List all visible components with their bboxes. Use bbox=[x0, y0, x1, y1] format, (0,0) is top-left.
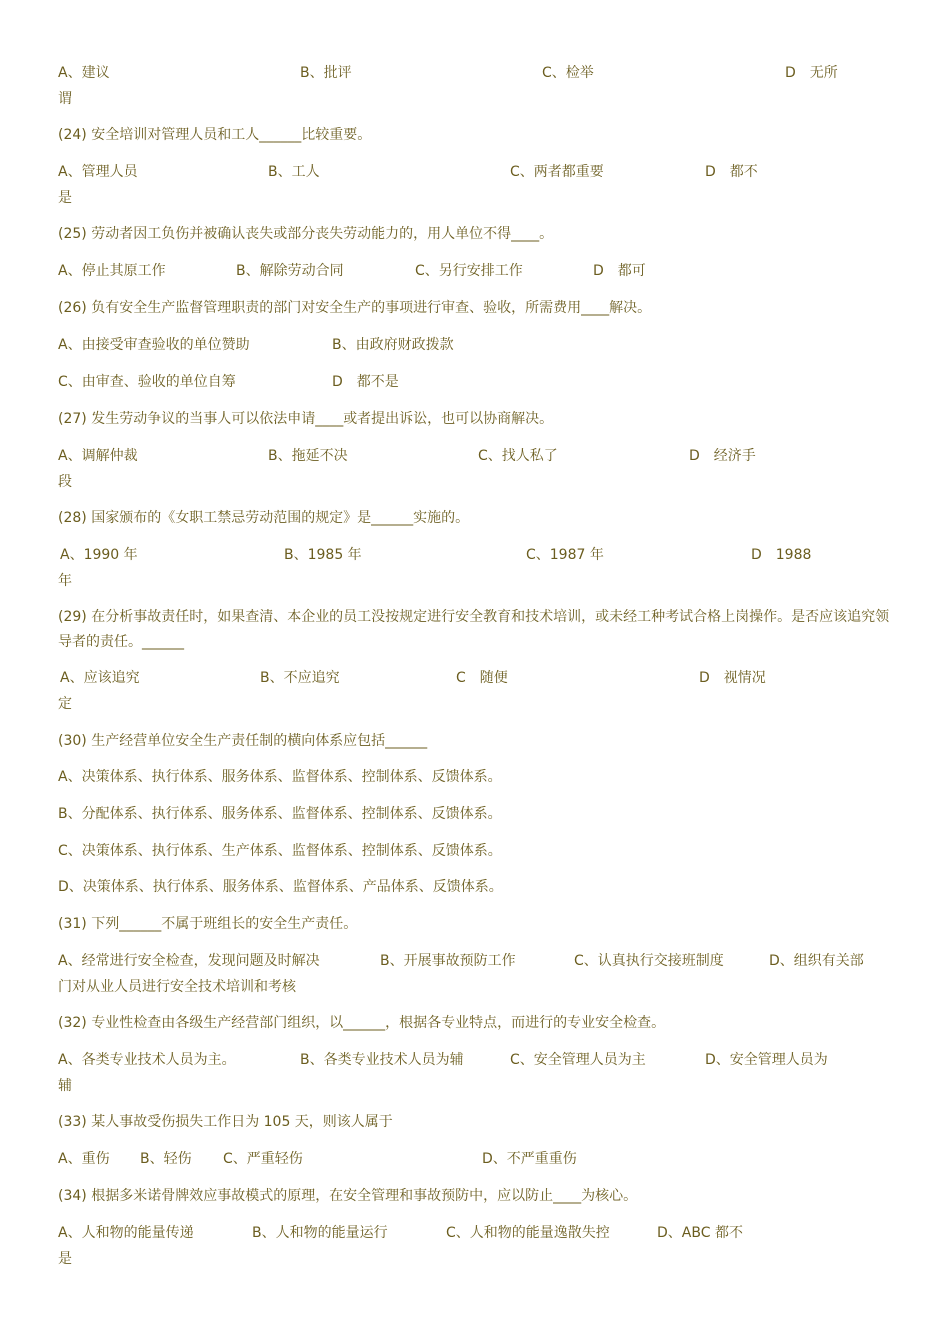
q28-option-c: C、1987 年 bbox=[526, 547, 604, 563]
q31-option-b: B、开展事故预防工作 bbox=[380, 953, 516, 969]
q34-option-b: B、人和物的能量运行 bbox=[252, 1225, 388, 1241]
q28-option-a: A、1990 年 bbox=[60, 547, 138, 563]
q24-stem: (24) 安全培训对管理人员和工人______比较重要。 bbox=[58, 127, 372, 143]
q34-stem: (34) 根据多米诺骨牌效应事故模式的原理，在安全管理和事故预防中，应以防止____为核心。 bbox=[58, 1188, 638, 1204]
q32-option-d: D、安全管理人员为 bbox=[705, 1052, 828, 1068]
q33-option-d: D、不严重重伤 bbox=[482, 1151, 577, 1167]
q27-option-c: C、找人私了 bbox=[478, 448, 558, 464]
q24-option-d-continued: 是 bbox=[58, 190, 72, 206]
q32-option-d-continued: 辅 bbox=[58, 1078, 72, 1094]
q29-stem: (29) 在分析事故责任时，如果查清、本企业的员工没按规定进行安全教育和技术培训，或未经工种考试合格上岗操作。是否应该追究领导者的责任。______ bbox=[58, 609, 890, 650]
q24-option-a: A、管理人员 bbox=[58, 164, 138, 180]
q24-option-b: B、工人 bbox=[268, 164, 320, 180]
q27-stem: (27) 发生劳动争议的当事人可以依法申请____或者提出诉讼，也可以协商解决。 bbox=[58, 411, 554, 427]
q31-option-a: A、经常进行安全检查，发现问题及时解决 bbox=[58, 953, 320, 969]
q32-option-a: A、各类专业技术人员为主。 bbox=[58, 1052, 236, 1068]
q25-option-c: C、另行安排工作 bbox=[415, 263, 523, 279]
q27-option-d: D 经济手 bbox=[689, 448, 756, 464]
q25-option-b: B、解除劳动合同 bbox=[236, 263, 344, 279]
q33-option-c: C、严重轻伤 bbox=[223, 1151, 303, 1167]
q32-option-b: B、各类专业技术人员为辅 bbox=[300, 1052, 464, 1068]
q31-option-d: D、组织有关部 bbox=[769, 953, 864, 969]
q25-option-a: A、停止其原工作 bbox=[58, 263, 166, 279]
q30-stem: (30) 生产经营单位安全生产责任制的横向体系应包括______ bbox=[58, 733, 428, 749]
q34-option-d-continued: 是 bbox=[58, 1251, 72, 1267]
q26-option-b: B、由政府财政拨款 bbox=[332, 337, 454, 353]
q31-option-d-continued: 门对从业人员进行安全技术培训和考核 bbox=[58, 979, 296, 995]
q34-option-d: D、ABC 都不 bbox=[657, 1225, 743, 1241]
q28-option-b: B、1985 年 bbox=[284, 547, 362, 563]
q31-stem: (31) 下列______不属于班组长的安全生产责任。 bbox=[58, 916, 358, 932]
q30-option-d: D、决策体系、执行体系、服务体系、监督体系、产品体系、反馈体系。 bbox=[58, 879, 503, 895]
q32-stem: (32) 专业性检查由各级生产经营部门组织，以______，根据各专业特点，而进行的专业安全检查。 bbox=[58, 1015, 666, 1031]
q23-option-c: C、检举 bbox=[542, 65, 594, 81]
q27-option-b: B、拖延不决 bbox=[268, 448, 348, 464]
q32-option-c: C、安全管理人员为主 bbox=[510, 1052, 646, 1068]
q26-option-d: D 都不是 bbox=[332, 374, 399, 390]
q34-option-a: A、人和物的能量传递 bbox=[58, 1225, 194, 1241]
q27-option-a: A、调解仲裁 bbox=[58, 448, 138, 464]
q26-option-a: A、由接受审查验收的单位赞助 bbox=[58, 337, 250, 353]
q30-option-c: C、决策体系、执行体系、生产体系、监督体系、控制体系、反馈体系。 bbox=[58, 843, 502, 859]
q34-option-c: C、人和物的能量逸散失控 bbox=[446, 1225, 610, 1241]
q23-option-d: D 无所 bbox=[785, 65, 838, 81]
q24-option-c: C、两者都重要 bbox=[510, 164, 604, 180]
q31-option-c: C、认真执行交接班制度 bbox=[574, 953, 724, 969]
q23-option-d-continued: 谓 bbox=[58, 91, 72, 107]
q28-option-d-continued: 年 bbox=[58, 573, 72, 589]
q29-option-a: A、应该追究 bbox=[60, 670, 140, 686]
q26-option-c: C、由审查、验收的单位自筹 bbox=[58, 374, 236, 390]
q27-option-d-continued: 段 bbox=[58, 474, 72, 490]
q29-option-d-continued: 定 bbox=[58, 696, 72, 712]
q30-option-b: B、分配体系、执行体系、服务体系、监督体系、控制体系、反馈体系。 bbox=[58, 806, 502, 822]
q26-stem: (26) 负有安全生产监督管理职责的部门对安全生产的事项进行审查、验收，所需费用____解决。 bbox=[58, 300, 652, 316]
q33-option-a: A、重伤 bbox=[58, 1151, 110, 1167]
q28-stem: (28) 国家颁布的《女职工禁忌劳动范围的规定》是______实施的。 bbox=[58, 510, 470, 526]
q29-option-d: D 视情况 bbox=[699, 670, 766, 686]
q29-option-c: C 随便 bbox=[456, 670, 508, 686]
q28-option-d: D 1988 bbox=[751, 547, 812, 563]
q33-stem: (33) 某人事故受伤损失工作日为 105 天，则该人属于 bbox=[58, 1114, 393, 1130]
q33-option-b: B、轻伤 bbox=[140, 1151, 192, 1167]
q24-option-d: D 都不 bbox=[705, 164, 758, 180]
q25-option-d: D 都可 bbox=[593, 263, 646, 279]
q29-option-b: B、不应追究 bbox=[260, 670, 340, 686]
q23-option-b: B、批评 bbox=[300, 65, 352, 81]
q25-stem: (25) 劳动者因工负伤并被确认丧失或部分丧失劳动能力的，用人单位不得____。 bbox=[58, 226, 554, 242]
q30-option-a: A、决策体系、执行体系、服务体系、监督体系、控制体系、反馈体系。 bbox=[58, 769, 502, 785]
q23-option-a: A、建议 bbox=[58, 65, 110, 81]
